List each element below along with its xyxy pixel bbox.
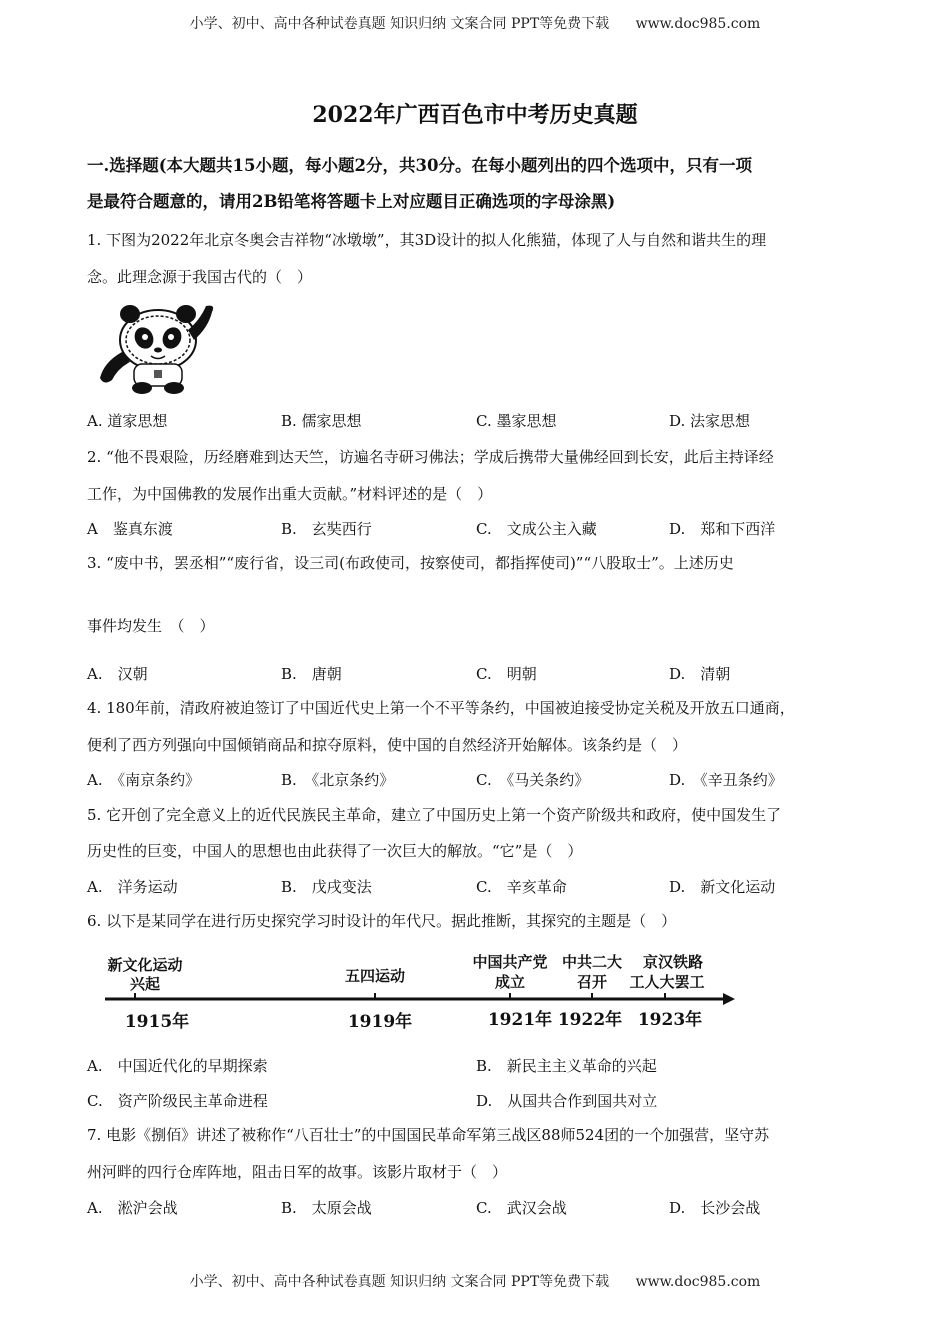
option-b: B. 玄奘西行 bbox=[281, 520, 372, 538]
option-c: C. 辛亥革命 bbox=[476, 878, 567, 896]
svg-text:1921年: 1921年 bbox=[487, 1010, 553, 1030]
option-b: B. 新民主主义革命的兴起 bbox=[476, 1057, 657, 1075]
option-d: D. 从国共合作到国共对立 bbox=[476, 1092, 658, 1110]
option-d: D. 法家思想 bbox=[669, 412, 751, 430]
header-url[interactable]: www.doc985.com bbox=[635, 16, 761, 32]
question-5-text: 5. 它开创了完全意义上的近代民族民主革命，建立了中国历史上第一个资产阶级共和政府，使中国发生了 bbox=[87, 806, 782, 824]
question-6-text: 6. 以下是某同学在进行历史探究学习时设计的年代尺。据此推断，其探究的主题是（ ） bbox=[87, 912, 677, 930]
svg-text:中共二大: 中共二大 bbox=[561, 953, 623, 971]
svg-text:1922年: 1922年 bbox=[557, 1010, 623, 1030]
timeline-event-1915 bbox=[107, 956, 189, 1032]
option-a: A. 洋务运动 bbox=[87, 878, 178, 896]
option-b: B. 太原会战 bbox=[281, 1199, 372, 1217]
option-c: C. 资产阶级民主革命进程 bbox=[87, 1092, 268, 1110]
page-footer bbox=[0, 1271, 950, 1291]
option-c: C. 文成公主入藏 bbox=[476, 520, 597, 538]
svg-text:京汉铁路: 京汉铁路 bbox=[642, 953, 704, 971]
svg-text:新文化运动: 新文化运动 bbox=[107, 956, 183, 974]
option-a: A 鉴真东渡 bbox=[87, 520, 173, 538]
option-a: A. 道家思想 bbox=[87, 412, 168, 430]
option-b: B. 戊戌变法 bbox=[281, 878, 372, 896]
question-1-text: 1. 下图为2022年北京冬奥会吉祥物“冰墩墩”，其3D设计的拟人化熊猫，体现了人与自然和谐共生的理 bbox=[87, 231, 767, 249]
header-text: 小学、初中、高中各种试卷真题 知识归纳 文案合同 PPT等免费下载 bbox=[189, 16, 610, 32]
svg-text:成立: 成立 bbox=[494, 973, 526, 991]
option-c: C. 明朝 bbox=[476, 665, 537, 683]
question-5-text: 历史性的巨变，中国人的思想也由此获得了一次巨大的解放。“它”是（ ） bbox=[87, 842, 583, 860]
timeline-event-1922 bbox=[558, 953, 622, 1030]
question-2-text: 2. “他不畏艰险，历经磨难到达天竺，访遍名寺研习佛法；学成后携带大量佛经回到长安，此后主持译经 bbox=[87, 448, 774, 466]
option-b: B. 唐朝 bbox=[281, 665, 342, 683]
question-7-text: 7. 电影《捌佰》讲述了被称作“八百壮士”的中国国民革命军第三战区88师524团的一个加强营，坚守苏 bbox=[87, 1126, 770, 1144]
svg-text:召开: 召开 bbox=[576, 973, 608, 991]
section-heading-line: 是最符合题意的，请用2B铅笔将答题卡上对应题目正确选项的字母涂黑) bbox=[87, 192, 616, 211]
timeline-event-1923 bbox=[629, 953, 704, 1030]
timeline-chart bbox=[95, 945, 745, 1035]
svg-text:1919年: 1919年 bbox=[347, 1012, 413, 1032]
question-4-text: 4. 180年前，清政府被迫签订了中国近代史上第一个不平等条约，中国被迫接受协定关税及开放五口通商， bbox=[87, 699, 795, 717]
section-heading-line: 一.选择题(本大题共15小题，每小题2分，共30分。在每小题列出的四个选项中，只有一项 bbox=[87, 156, 752, 175]
timeline-arrow bbox=[723, 993, 735, 1005]
page-header bbox=[0, 13, 950, 33]
option-a: A. 《南京条约》 bbox=[87, 771, 201, 789]
question-2-text: 工作，为中国佛教的发展作出重大贡献。”材料评述的是（ ） bbox=[87, 485, 493, 503]
option-c: C. 墨家思想 bbox=[476, 412, 557, 430]
question-7-text: 州河畔的四行仓库阵地，阻击日军的故事。该影片取材于（ ） bbox=[87, 1163, 508, 1181]
footer-url[interactable]: www.doc985.com bbox=[635, 1274, 761, 1290]
option-c: C. 武汉会战 bbox=[476, 1199, 567, 1217]
option-d: D. 《辛丑条约》 bbox=[669, 771, 783, 789]
option-d: D. 郑和下西洋 bbox=[669, 520, 776, 538]
option-a: A. 淞沪会战 bbox=[87, 1199, 178, 1217]
svg-text:兴起: 兴起 bbox=[129, 975, 161, 993]
page-title: 2022年广西百色市中考历史真题 bbox=[312, 102, 638, 128]
question-3-text: 事件均发生 （ ） bbox=[87, 617, 215, 635]
svg-text:五四运动: 五四运动 bbox=[344, 967, 406, 985]
svg-text:中国共产党: 中国共产党 bbox=[472, 953, 548, 971]
footer-text: 小学、初中、高中各种试卷真题 知识归纳 文案合同 PPT等免费下载 bbox=[189, 1274, 610, 1290]
option-d: D. 长沙会战 bbox=[669, 1199, 761, 1217]
section-heading bbox=[87, 148, 877, 220]
timeline-event-1921 bbox=[472, 953, 552, 1030]
option-a: A. 汉朝 bbox=[87, 665, 148, 683]
option-b: B. 《北京条约》 bbox=[281, 771, 395, 789]
question-3-text: 3. “废中书，罢丞相”“废行省，设三司(布政使司，按察使司，都指挥使司)”“八股取士”。上述历史 bbox=[87, 554, 734, 572]
mascot-panda-image bbox=[96, 300, 218, 395]
option-d: D. 新文化运动 bbox=[669, 878, 776, 896]
option-a: A. 中国近代化的早期探索 bbox=[87, 1057, 268, 1075]
svg-text:1915年: 1915年 bbox=[124, 1012, 190, 1032]
svg-text:1923年: 1923年 bbox=[637, 1010, 703, 1030]
question-4-text: 便利了西方列强向中国倾销商品和掠夺原料，使中国的自然经济开始解体。该条约是（ ） bbox=[87, 736, 688, 754]
question-1-text: 念。此理念源于我国古代的（ ） bbox=[87, 268, 313, 286]
svg-text:工人大罢工: 工人大罢工 bbox=[629, 973, 705, 991]
option-d: D. 清朝 bbox=[669, 665, 731, 683]
option-b: B. 儒家思想 bbox=[281, 412, 362, 430]
option-c: C. 《马关条约》 bbox=[476, 771, 590, 789]
